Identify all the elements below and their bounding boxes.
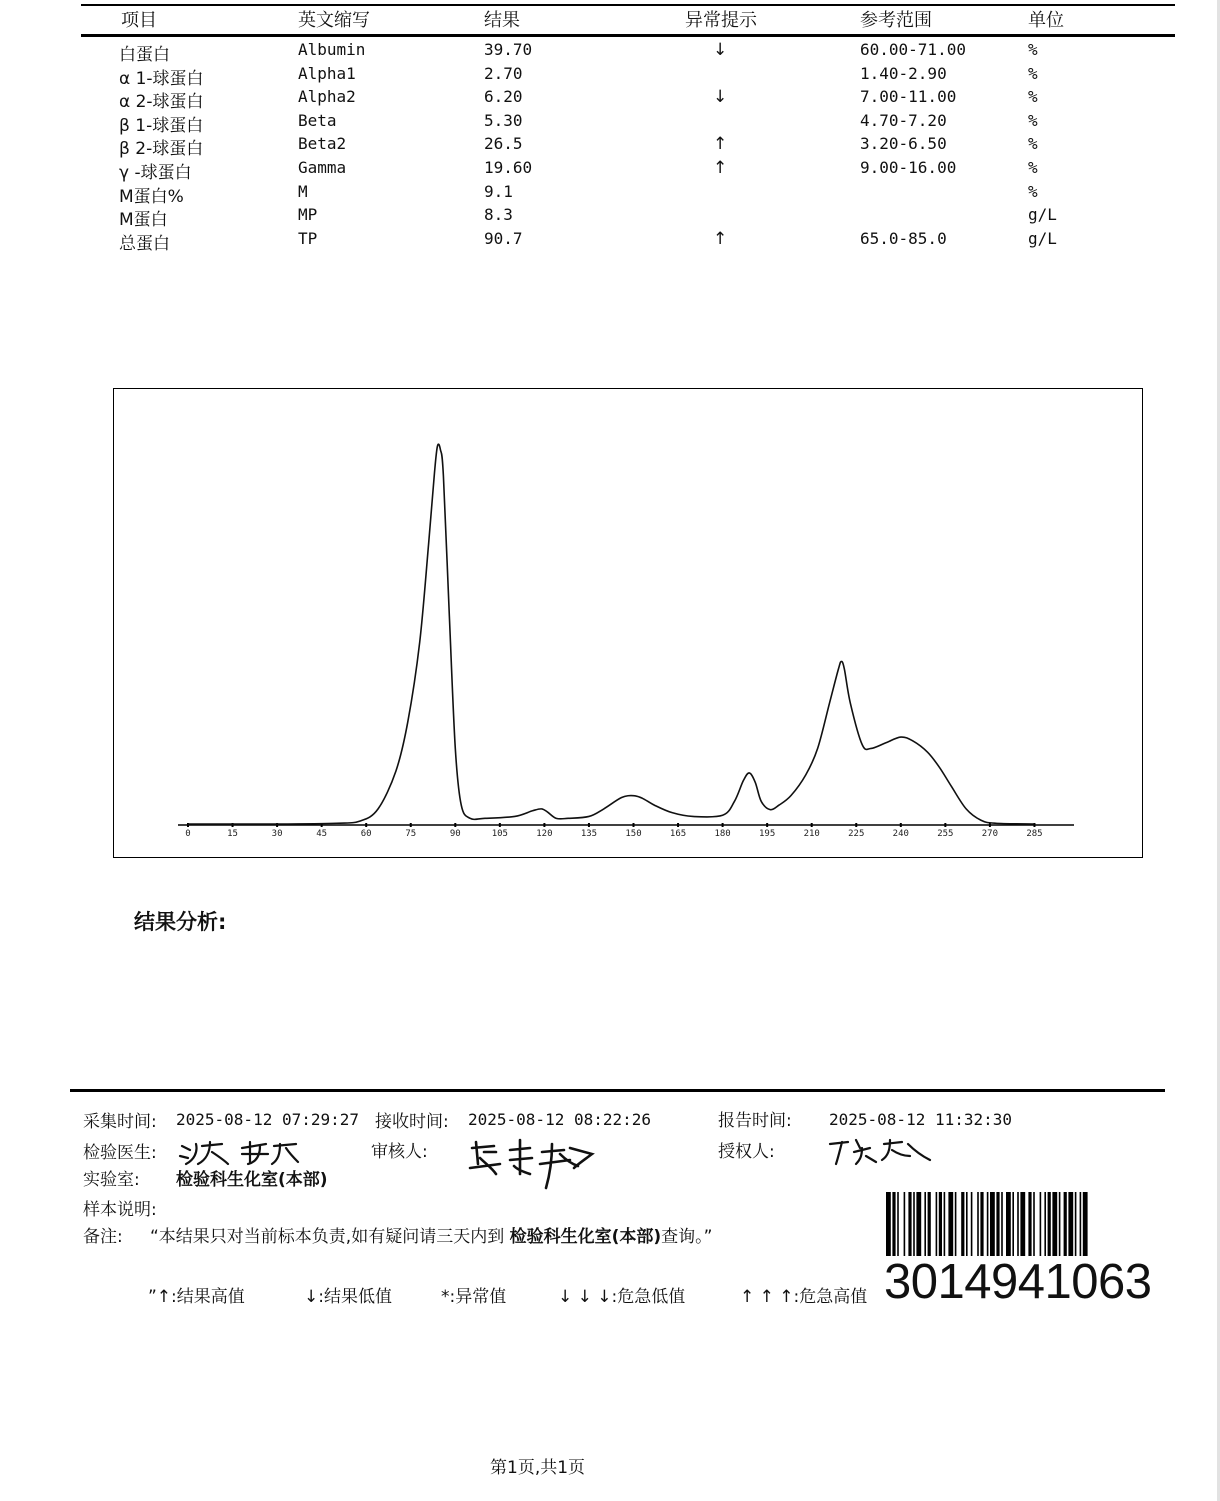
cell-abbr: Alpha1 [298,63,356,83]
cell-item: M蛋白 [119,210,168,231]
barcode-bar [1080,1192,1082,1256]
page-number: 第1页,共1页 [490,1458,586,1478]
cell-unit: % [1028,158,1038,177]
barcode-number: 3014941063 [884,1255,1152,1309]
header-abbr: 英文缩写 [298,10,370,31]
barcode-bar [913,1192,915,1256]
reviewer-signature [466,1134,606,1194]
remark-text-part2: 查询。” [661,1227,713,1247]
barcode-bar [1033,1192,1035,1256]
cell-abbr: TP [298,228,318,248]
table-header-rule [81,34,1175,37]
header-unit: 单位 [1028,10,1064,31]
cell-item: β 1-球蛋白 [119,115,204,136]
x-tick-label: 270 [981,829,999,839]
collect-time-label: 采集时间: [83,1112,157,1132]
x-tick-label: 45 [316,829,328,839]
barcode-bar [980,1192,983,1256]
barcode-bar [944,1192,946,1256]
cell-flag: ↓ [713,87,728,108]
barcode-bar [1020,1192,1025,1256]
x-tick-label: 135 [580,829,598,839]
sample-note-label: 样本说明: [83,1200,157,1220]
x-tick-label: 60 [360,829,372,839]
x-tick-label: 255 [937,829,954,839]
barcode-bar [928,1192,931,1256]
cell-range: 9.00-16.00 [860,158,957,177]
cell-unit: % [1028,63,1038,83]
barcode-bar [996,1192,999,1256]
analysis-label: 结果分析: [134,910,227,934]
cell-result: 5.30 [484,110,523,130]
report-time-label: 报告时间: [718,1111,792,1131]
x-tick-label: 75 [405,829,417,839]
barcode-bar [904,1192,906,1256]
remark-lab-name: 检验科生化室(本部) [509,1227,662,1247]
header-item: 项目 [121,10,157,31]
barcode-bar [1068,1192,1073,1256]
doctor-label: 检验医生: [83,1143,157,1163]
cell-item: 总蛋白 [119,233,170,254]
cell-abbr: Alpha2 [298,87,356,107]
barcode-bar [971,1192,973,1256]
barcode-bar [1075,1192,1077,1256]
remark-text-part1: “本结果只对当前标本负责,如有疑问请三天内到 [150,1227,505,1247]
cell-range: 3.20-6.50 [860,134,947,154]
receive-time-value: 2025-08-12 08:22:26 [468,1110,652,1129]
barcode-bar [916,1192,921,1256]
x-tick-label: 105 [491,829,508,839]
barcode-bar [977,1192,979,1256]
collect-time-value: 2025-08-12 07:29:27 [176,1110,360,1129]
cell-abbr: Albumin [298,40,366,59]
barcode-bar [892,1192,895,1256]
cell-range: 1.40-2.90 [860,63,947,83]
barcode-bar [1059,1192,1061,1256]
cell-unit: % [1028,134,1038,154]
cell-result: 8.3 [484,205,513,225]
barcode-bar [1006,1192,1011,1256]
cell-item: α 1-球蛋白 [119,68,204,89]
cell-item: α 2-球蛋白 [119,92,204,113]
remark-label: 备注: [83,1227,123,1247]
barcode-bar [990,1192,995,1256]
x-tick-label: 195 [759,829,776,839]
cell-result: 26.5 [484,134,523,154]
x-tick-label: 210 [803,829,820,839]
legend-abnormal: *:异常值 [441,1287,507,1307]
authorizer-label: 授权人: [718,1142,775,1162]
barcode-bar [1028,1192,1031,1256]
cell-item: 白蛋白 [119,45,170,65]
reviewer-label: 审核人: [371,1142,428,1162]
x-tick-label: 90 [449,829,461,839]
cell-abbr: MP [298,205,318,225]
barcode-bar [1001,1192,1003,1256]
legend-low: ↓:结果低值 [304,1287,392,1307]
barcode-bar [1040,1192,1042,1256]
cell-range: 4.70-7.20 [860,110,947,130]
x-tick-label: 150 [625,829,642,839]
cell-flag: ↑ [713,228,728,249]
legend-high: ”↑:结果高值 [148,1287,245,1307]
cell-result: 19.60 [484,158,533,177]
barcode-bar [1064,1192,1067,1256]
header-flag: 异常提示 [685,10,757,31]
cell-unit: % [1028,110,1038,130]
barcode-bar [1017,1192,1019,1256]
x-tick-label: 165 [669,829,687,839]
cell-abbr: Beta [298,110,337,130]
cell-item: γ -球蛋白 [119,163,192,183]
barcode-bar [1052,1192,1057,1256]
lab-label: 实验室: [83,1170,140,1190]
cell-abbr: Beta2 [298,134,347,154]
series-line [188,444,1034,824]
barcode-bar [908,1192,911,1256]
cell-abbr: Gamma [298,158,347,177]
cell-item: β 2-球蛋白 [119,139,204,160]
x-tick-label: 15 [227,829,238,839]
cell-result: 2.70 [484,63,523,83]
cell-unit: % [1028,40,1038,59]
cell-result: 6.20 [484,87,523,107]
x-tick-label: 30 [271,829,283,839]
receive-time-label: 接收时间: [375,1112,449,1132]
barcode-bar [966,1192,968,1256]
cell-flag: ↓ [713,40,728,60]
barcode-bar [886,1192,891,1256]
table-top-rule [81,4,1175,6]
cell-result: 90.7 [484,228,523,248]
lab-value: 检验科生化室(本部) [176,1170,328,1190]
barcode-bar [955,1192,957,1256]
barcode-bar [948,1192,953,1256]
cell-unit: g/L [1028,205,1057,225]
cell-flag: ↑ [713,134,728,155]
barcode-bar [936,1192,938,1256]
chart-svg [114,389,1144,859]
cell-unit: % [1028,87,1038,107]
cell-result: 9.1 [484,181,513,201]
header-result: 结果 [484,10,520,31]
x-tick-label: 240 [892,829,909,839]
barcode-bar [1048,1192,1051,1256]
x-tick-label: 225 [848,829,865,839]
legend-critical-low: ↓ ↓ ↓:危急低值 [558,1287,686,1307]
cell-result: 39.70 [484,40,533,59]
cell-item: M蛋白% [119,186,184,207]
barcode-bar [924,1192,926,1256]
cell-flag: ↑ [713,158,728,178]
barcode-bar [987,1192,989,1256]
x-tick-label: 0 [185,829,191,839]
header-range: 参考范围 [860,10,932,31]
barcode-bar [961,1192,964,1256]
authorizer-signature [826,1134,936,1166]
cell-range: 60.00-71.00 [860,40,966,59]
cell-abbr: M [298,181,308,201]
remark-text [150,1222,712,1247]
legend-critical-high: ↑ ↑ ↑:危急高值 [740,1287,868,1307]
footer-rule [70,1089,1165,1092]
cell-unit: % [1028,181,1038,201]
cell-unit: g/L [1028,228,1057,248]
doctor-signature [176,1136,316,1166]
barcode-bar [897,1192,899,1256]
cell-range: 65.0-85.0 [860,228,947,248]
barcode-bar [1044,1192,1046,1256]
electrophoresis-chart [113,388,1143,858]
report-time-value: 2025-08-12 11:32:30 [829,1110,1013,1129]
x-tick-label: 285 [1026,829,1043,839]
x-tick-label: 120 [536,829,553,839]
cell-range: 7.00-11.00 [860,87,957,107]
x-tick-label: 180 [714,829,731,839]
barcode-bar [1012,1192,1014,1256]
barcode-image [884,1192,1134,1256]
barcode-bar [1083,1192,1088,1256]
barcode-bar [939,1192,942,1256]
